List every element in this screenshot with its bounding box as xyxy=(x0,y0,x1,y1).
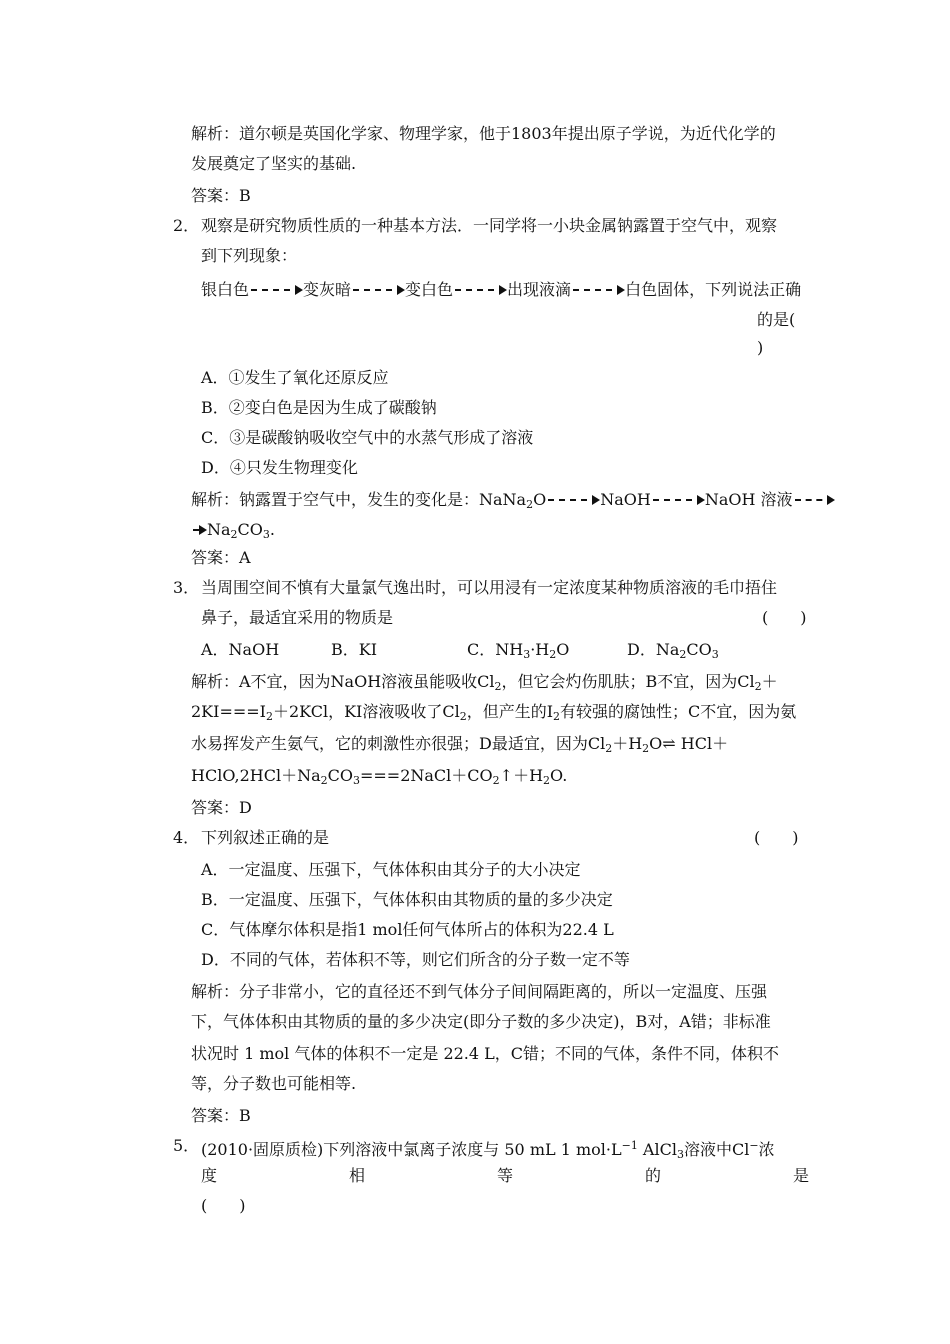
q3-stem-line2: 鼻子，最适宜采用的物质是 xyxy=(201,608,394,627)
chain-step-5: 白色固体，下列说法正确 xyxy=(625,280,802,299)
q2-option-a: A．①发生了氧化还原反应 xyxy=(201,368,389,387)
q2-option-c: C．③是碳酸钠吸收空气中的水蒸气形成了溶液 xyxy=(201,428,534,447)
q3-answer-paren: ( ) xyxy=(762,608,807,627)
q3-analysis-line3: 水易挥发产生氨气，它的刺激性亦很强；D最适宜，因为$Cl_2+H_2O\rightleftharpoons$ HCl＋ xyxy=(191,734,729,755)
arrow-icon xyxy=(548,499,598,502)
q2-stem-tail: 的是( xyxy=(757,310,796,329)
q5-stem-line1: (2010·固原质检)下列溶液中氯离子浓度与 50 mL 1 $mol\cdot L^{-1}$ AlCl$_3$溶液中Cl−浓 xyxy=(201,1139,775,1161)
arrow-icon xyxy=(455,289,505,292)
q1-analysis-line2: 发展奠定了坚实的基础. xyxy=(191,154,357,173)
arrow-icon xyxy=(193,529,205,532)
q3-option-a: A．NaOH xyxy=(201,640,280,659)
q3-option-b: B．KI xyxy=(331,640,378,659)
q4-option-d: D．不同的气体，若体积不等，则它们所含的分子数一定不等 xyxy=(201,950,630,969)
q4-stem: 下列叙述正确的是 xyxy=(201,828,330,847)
q4-analysis-line2: 下，气体体积由其物质的量的多少决定(即分子数的多少决定)，B对，A错；非标准 xyxy=(191,1012,771,1031)
chain-step-2: 变灰暗 xyxy=(303,280,352,299)
arrow-icon xyxy=(573,289,623,292)
q3-analysis-line4: $HClO,2HCl+Na_2CO_3===2NaCl+CO_2↑+H_2O$. xyxy=(191,766,568,787)
q4-analysis-line4: 等，分子数也可能相等. xyxy=(191,1074,357,1093)
arrow-icon xyxy=(353,289,403,292)
q4-answer-paren: ( ) xyxy=(754,828,799,847)
chain-step-4: 出现液滴 xyxy=(507,280,572,299)
q2-option-b: B．②变白色是因为生成了碳酸钠 xyxy=(201,398,437,417)
q3-option-d: D．$Na_2CO_3$ xyxy=(627,640,719,661)
q5-stem-line2: 度 相 等 的 是 xyxy=(201,1166,809,1185)
q1-answer: 答案：B xyxy=(191,186,251,205)
q3-analysis-line1: 解析：A不宜，因为NaOH溶液虽能吸收$Cl_2$，但它会灼伤肌肤；B不宜，因为$Cl_2+$ xyxy=(191,672,778,693)
q2-analysis-line1: 解析：钠露置于空气中，发生的变化是：NaNa$_2$O NaOH NaOH 溶液 xyxy=(191,490,835,515)
q2-option-d: D．④只发生物理变化 xyxy=(201,458,358,477)
q3-answer: 答案：D xyxy=(191,798,252,817)
arrow-icon xyxy=(251,289,301,292)
q2-analysis-line2: $Na_2CO_3$. xyxy=(191,520,275,545)
arrow-icon xyxy=(653,499,703,502)
q4-number: 4． xyxy=(173,828,200,847)
q5-number: 5． xyxy=(173,1136,200,1155)
q3-analysis-line2: $2KI===I_2+2KCl$，KI溶液吸收了$Cl_2$，但产生的$I_2$有较强的腐蚀性；C不宜，因为氨 xyxy=(191,702,797,723)
q2-number: 2． xyxy=(173,216,200,235)
q3-number: 3． xyxy=(173,578,200,597)
q5-answer-paren: ( ) xyxy=(201,1196,246,1215)
chain-step-3: 变白色 xyxy=(405,280,454,299)
q4-option-b: B．一定温度、压强下，气体体积由其物质的量的多少决定 xyxy=(201,890,613,909)
q3-stem-line1: 当周围空间不慎有大量氯气逸出时，可以用浸有一定浓度某种物质溶液的毛巾捂住 xyxy=(201,578,778,597)
q2-stem-line1: 观察是研究物质性质的一种基本方法．一同学将一小块金属钠露置于空气中，观察 xyxy=(201,216,778,235)
q2-stem-line2: 到下列现象： xyxy=(201,246,298,265)
q1-analysis-line1: 解析：道尔顿是英国化学家、物理学家，他于1803年提出原子学说，为近代化学的 xyxy=(191,124,776,143)
q4-analysis-line3: 状况时 1 mol 气体的体积不一定是 22.4 L，C错；不同的气体，条件不同，体积不 xyxy=(191,1044,780,1063)
dash-icon xyxy=(795,499,833,502)
q2-answer: 答案：A xyxy=(191,548,251,567)
q4-option-c: C．气体摩尔体积是指1 mol任何气体所占的体积为22.4 L xyxy=(201,920,614,939)
q2-change-chain xyxy=(201,280,801,300)
q4-answer: 答案：B xyxy=(191,1106,251,1125)
q4-analysis-line1: 解析：分子非常小，它的直径还不到气体分子间间隔距离的，所以一定温度、压强 xyxy=(191,982,768,1001)
chain-step-1: 银白色 xyxy=(201,280,250,299)
q4-option-a: A．一定温度、压强下，气体体积由其分子的大小决定 xyxy=(201,860,581,879)
q3-option-c: C．$NH_3\cdot H_2O$ xyxy=(467,640,570,661)
q2-paren-close: ) xyxy=(757,338,764,357)
